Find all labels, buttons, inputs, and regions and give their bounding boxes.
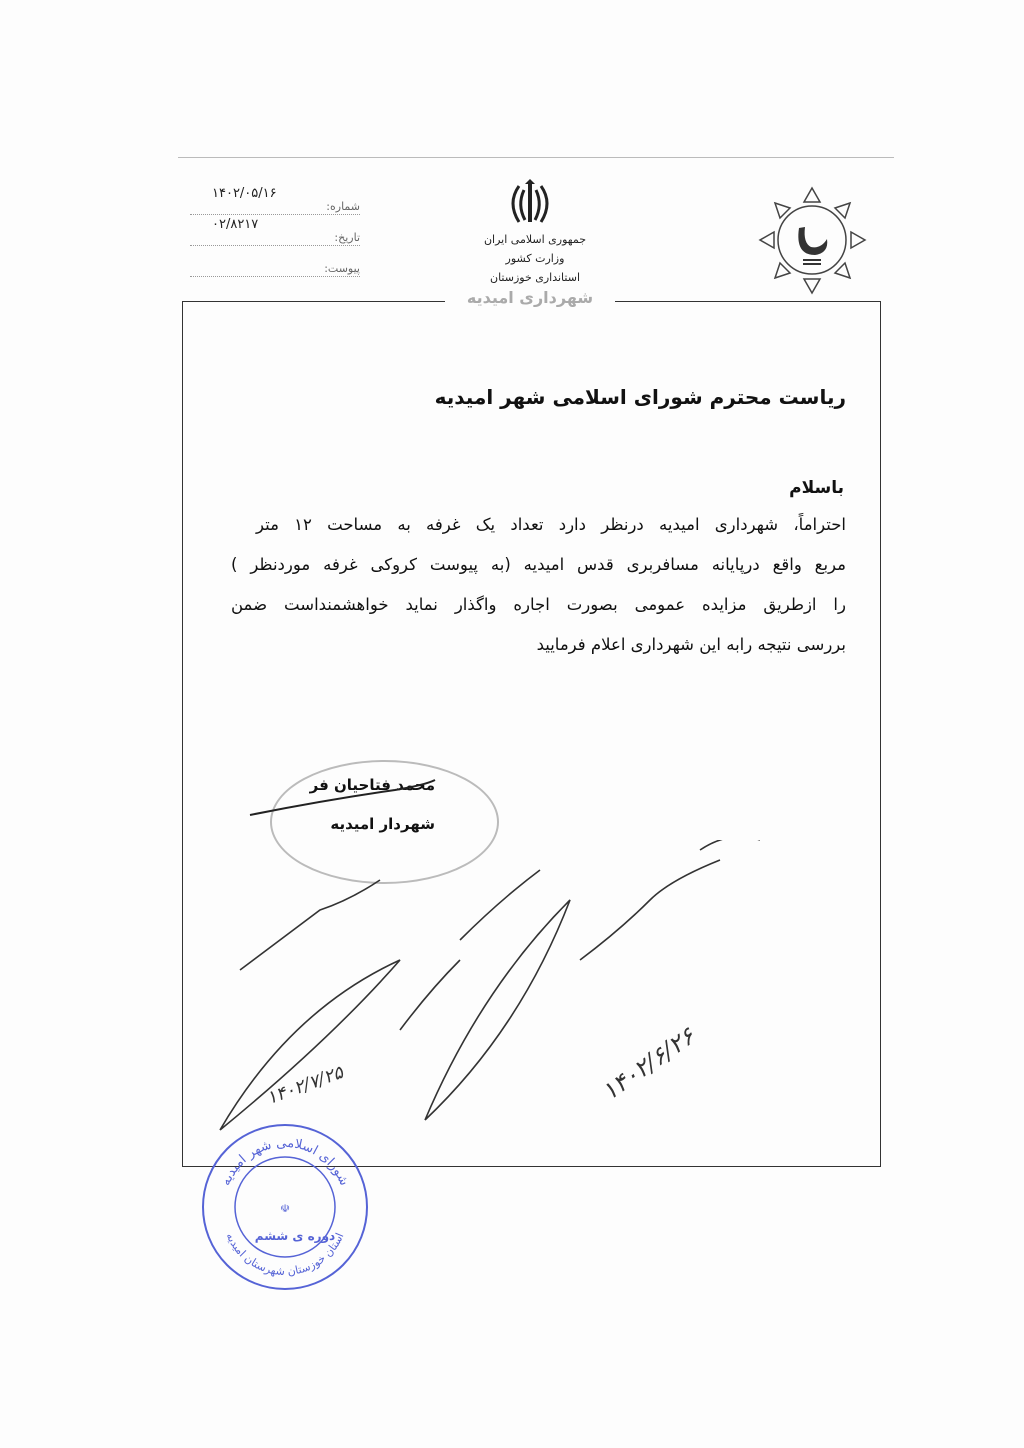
number-value: ۱۴۰۲/۰۵/۱۶ xyxy=(212,186,277,201)
ministry-name: وزارت کشور xyxy=(505,252,565,265)
svg-text:شورای اسلامی شهر امیدیه xyxy=(218,1136,351,1188)
stamp-emblem-icon: ☫ xyxy=(280,1202,290,1215)
body-line: مربع واقع درپایانه مسافربری قدس امیدیه (به پیوست کروکی غرفه موردنظر ) xyxy=(231,555,846,574)
handwritten-date: ۱۴۰۲/۷/۲۵ xyxy=(263,1061,346,1110)
signer-title: شهردار امیدیه xyxy=(330,815,435,833)
greeting: باسلام xyxy=(789,478,844,498)
number-label: شماره: xyxy=(326,200,360,213)
attachment-label: پیوست: xyxy=(324,262,360,275)
date-field xyxy=(190,217,360,246)
handwritten-date: ۱۴۰۲/۶/۲۶ xyxy=(596,1022,700,1106)
body-line: را ازطریق مزایده عمومی بصورت اجاره واگذار نماید خواهشمنداست ضمن xyxy=(231,595,846,614)
stamp-bottom-text: استان خوزستان شهرستان امیدیه xyxy=(223,1230,347,1279)
top-divider xyxy=(178,157,894,158)
addressee: ریاست محترم شورای اسلامی شهر امیدیه xyxy=(434,385,846,409)
iran-emblem-icon xyxy=(505,178,555,232)
number-field xyxy=(190,186,360,215)
municipality-logo xyxy=(755,183,870,302)
stamp-outer-text: شورای اسلامی شهر امیدیه xyxy=(218,1135,352,1189)
council-stamp xyxy=(200,1122,370,1292)
stamp-term: دوره ی ششم xyxy=(254,1229,336,1243)
date-value: ۰۲/۸۲۱۷ xyxy=(212,217,259,232)
body-line: بررسی نتیجه رابه این شهرداری اعلام فرمایید xyxy=(536,635,846,654)
date-label: تاریخ: xyxy=(334,231,360,244)
signer-name: محمد فتاحیان فر xyxy=(309,776,435,794)
municipality-title: شهرداری امیدیه xyxy=(445,288,615,307)
country-name: جمهوری اسلامی ایران xyxy=(483,233,587,246)
governorate-name: استانداری خوزستان xyxy=(489,271,580,284)
body-line: احتراماً، شهرداری امیدیه درنظر دارد تعداد یک غرفه به مساحت ۱۲ متر xyxy=(256,515,846,534)
header-center xyxy=(440,230,630,287)
attachment-field xyxy=(190,262,360,277)
signature xyxy=(245,760,445,830)
